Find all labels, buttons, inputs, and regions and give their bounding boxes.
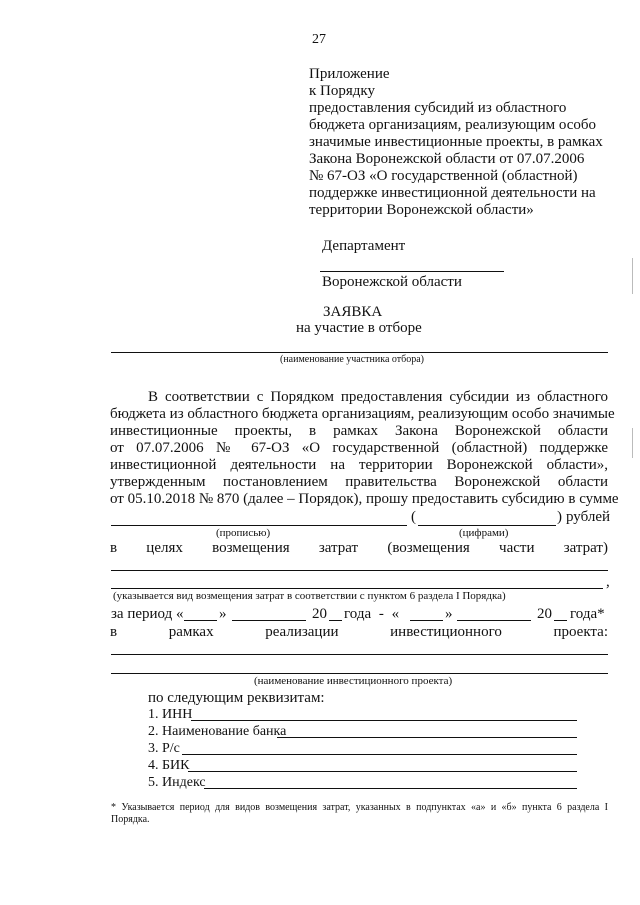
participant-name-line[interactable] — [111, 352, 608, 353]
period-quote-close-2: » — [445, 606, 453, 622]
amount-open-paren: ( — [411, 509, 416, 525]
requisite-account-field[interactable] — [182, 754, 577, 755]
amount-digits-line[interactable] — [418, 525, 556, 526]
requisite-inn-field[interactable] — [191, 720, 577, 721]
requisite-bik-field[interactable] — [188, 771, 577, 772]
amount-close-paren: ) — [557, 509, 562, 525]
addressee-region: Воронежской области — [322, 274, 462, 290]
period-year-from[interactable] — [329, 620, 342, 621]
period-quote-close-1: » — [219, 606, 227, 622]
footnote-line: * Указывается период для видов возмещения затрат, указанных в подпунктах «а» и «б» пункта 6 раздела I — [111, 802, 608, 813]
appendix-line: территории Воронежской области» — [309, 202, 534, 218]
paragraph-line: инвестиционные проекты, в рамках Закона Воронежской области — [110, 423, 608, 439]
requisite-index-label: 5. Индекс — [148, 775, 206, 790]
period-day-to[interactable] — [410, 620, 443, 621]
purpose-line: в целях возмещения затрат (возмещения части затрат) — [110, 540, 608, 556]
period-year-prefix-1: 20 — [312, 606, 327, 622]
project-blank-line-1[interactable] — [111, 654, 608, 655]
appendix-line: № 67-ОЗ «О государственной (областной) — [309, 168, 578, 184]
period-year-word-1: года - « — [344, 606, 400, 622]
appendix-line: Закона Воронежской области от 07.07.2006 — [309, 151, 585, 167]
period-month-from[interactable] — [232, 620, 306, 621]
period-label: за период « — [111, 606, 184, 622]
project-caption: (наименование инвестиционного проекта) — [254, 675, 453, 687]
addressee-blank-line[interactable] — [320, 271, 504, 272]
scan-edge — [632, 428, 633, 458]
scan-edge — [632, 258, 633, 294]
amount-currency: рублей — [566, 509, 611, 525]
paragraph-line: инвестиционной деятельности на территории Воронежской области», — [110, 457, 608, 473]
purpose-comma: , — [606, 574, 610, 590]
document-title: ЗАЯВКА — [323, 304, 383, 320]
requisite-account-label: 3. Р/с — [148, 741, 180, 756]
requisite-bank-label: 2. Наименование банка — [148, 724, 287, 739]
addressee-department: Департамент — [322, 238, 406, 254]
appendix-line: предоставления субсидий из областного — [309, 100, 567, 116]
appendix-line: значимые инвестиционные проекты, в рамках — [309, 134, 603, 150]
project-blank-line-2[interactable] — [111, 673, 608, 674]
purpose-blank-line-2[interactable] — [111, 588, 603, 589]
footnote-line: Порядка. — [111, 814, 150, 825]
appendix-line: поддержке инвестиционной деятельности на — [309, 185, 596, 201]
participant-caption: (наименование участника отбора) — [280, 354, 424, 365]
paragraph-line: бюджета из областного бюджета организациям, реализующим особо значимые — [110, 406, 615, 422]
period-day-from[interactable] — [184, 620, 217, 621]
period-month-to[interactable] — [457, 620, 531, 621]
requisites-intro: по следующим реквизитам: — [148, 690, 325, 706]
period-year-to[interactable] — [554, 620, 567, 621]
appendix-line: Приложение — [309, 66, 390, 82]
amount-digits-caption: (цифрами) — [459, 527, 509, 539]
appendix-line: бюджета организациям, реализующим особо — [309, 117, 597, 133]
requisite-index-field[interactable] — [204, 788, 577, 789]
cost-type-caption: (указывается вид возмещения затрат в соответствии с пунктом 6 раздела I Порядка) — [113, 590, 506, 602]
amount-words-caption: (прописью) — [216, 527, 271, 539]
paragraph-line: от 07.07.2006 № 67-ОЗ «О государственной (областной) поддержке — [110, 440, 608, 456]
appendix-line: к Порядку — [309, 83, 375, 99]
project-line: в рамках реализации инвестиционного проекта: — [110, 624, 608, 640]
period-year-word-2: года* — [570, 606, 605, 622]
paragraph-line: В соответствии с Порядком предоставления субсидии из областного — [148, 389, 608, 405]
page-number: 27 — [312, 32, 326, 47]
requisite-bik-label: 4. БИК — [148, 758, 190, 773]
document-subtitle: на участие в отборе — [296, 320, 422, 336]
purpose-blank-line-1[interactable] — [111, 570, 608, 571]
requisite-bank-field[interactable] — [277, 737, 577, 738]
requisite-inn-label: 1. ИНН — [148, 707, 193, 722]
period-year-prefix-2: 20 — [537, 606, 552, 622]
amount-words-line[interactable] — [111, 525, 407, 526]
paragraph-line: от 05.10.2018 № 870 (далее – Порядок), прошу предоставить субсидию в сумме — [110, 491, 619, 507]
paragraph-line: утвержденным постановлением правительства Воронежской области — [110, 474, 608, 490]
